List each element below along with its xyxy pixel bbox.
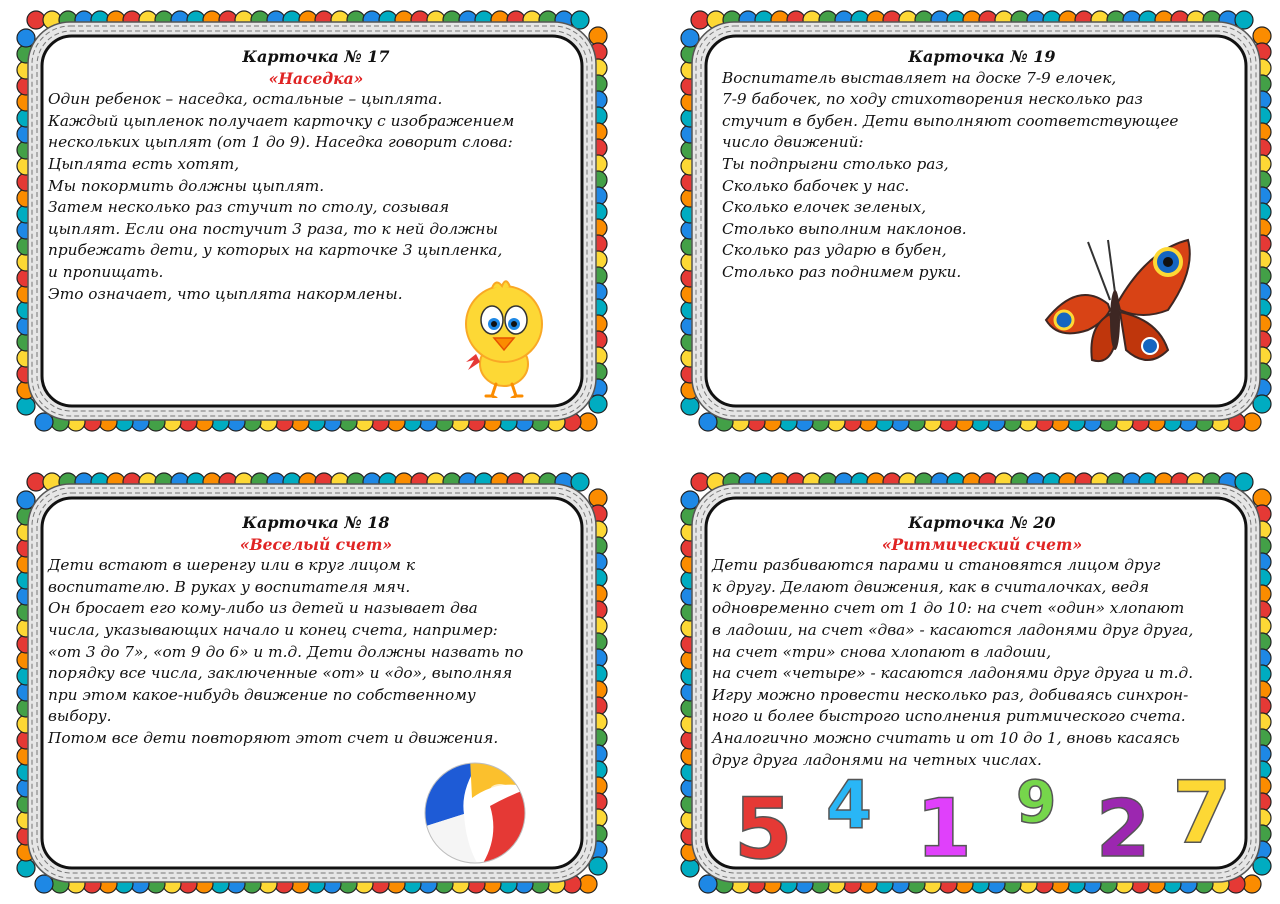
- svg-text:9: 9: [1016, 768, 1057, 836]
- text-line: на счет «три» снова хлопают в ладоши,: [712, 642, 1052, 661]
- text-line: Это означает, что цыплята накормлены.: [48, 284, 403, 303]
- svg-text:5: 5: [734, 780, 793, 878]
- card-text: [48, 555, 584, 749]
- text-line: Сколько бабочек у нас.: [722, 176, 910, 195]
- digit-5: [734, 780, 792, 878]
- text-line: Игру можно провести несколько раз, добиваясь синхрон-: [712, 685, 1189, 704]
- text-line: Столько раз поднимем руки.: [722, 262, 962, 281]
- text-line: нескольких цыплят (от 1 до 9). Наседка говорит слова:: [48, 133, 513, 152]
- text-line: воспитателю. В руках у воспитателя мяч.: [48, 577, 411, 596]
- card-title: Карточка № 19: [908, 47, 1056, 66]
- digit-1: [916, 782, 972, 875]
- text-line: Аналогично можно считать и от 10 до 1, вновь касаясь: [712, 728, 1180, 747]
- card-subtitle: «Ритмический счет»: [881, 534, 1083, 554]
- text-line: 7-9 бабочек, по ходу стихотворения несколько раз: [722, 90, 1143, 109]
- digit-7: [1172, 768, 1232, 863]
- text-line: одновременно счет от 1 до 10: на счет «один» хлопают: [712, 599, 1185, 618]
- text-line: Сколько елочек зеленых,: [722, 198, 927, 217]
- text-line: Он бросает его кому-либо из детей и называет два: [48, 599, 478, 618]
- card-18: [12, 468, 612, 898]
- text-line: Столько выполним наклонов.: [722, 219, 967, 238]
- text-line: на счет «четыре» - касаются ладонями друг друга и т.д.: [712, 664, 1194, 683]
- text-line: и пропищать.: [48, 262, 164, 281]
- butterfly-icon: [1038, 230, 1198, 380]
- text-line: при этом какое-нибудь движение по собственному: [48, 685, 476, 704]
- card-19: [676, 6, 1276, 436]
- svg-text:2: 2: [1096, 785, 1151, 875]
- text-line: число движений:: [722, 133, 864, 152]
- text-line: Мы покормить должны цыплят.: [48, 176, 325, 195]
- text-line: Дети разбиваются парами и становятся лицом друг: [712, 556, 1161, 575]
- svg-text:4: 4: [826, 768, 872, 844]
- text-line: «от 3 до 7», «от 9 до 6» и т.д. Дети должны назвать по: [48, 642, 524, 661]
- text-line: порядку все числа, заключенные «от» и «до», выполняя: [48, 664, 513, 683]
- card-title: Карточка № 17: [242, 47, 390, 66]
- card-content: [712, 512, 1252, 771]
- text-line: Воспитатель выставляет на доске 7-9 елочек,: [722, 68, 1117, 87]
- digit-2: [1096, 785, 1150, 875]
- card-content: [48, 512, 584, 750]
- text-line: друг друга ладонями на четных числах.: [712, 750, 1042, 769]
- digit-9: [1016, 768, 1056, 836]
- text-line: прибежать дети, у которых на карточке 3 цыпленка,: [48, 241, 503, 260]
- card-20: [676, 468, 1276, 898]
- card-17: [12, 6, 612, 436]
- text-line: ного и более быстрого исполнения ритмического счета.: [712, 707, 1186, 726]
- text-line: Цыплята есть хотят,: [48, 154, 240, 173]
- card-subtitle: «Наседка»: [268, 68, 364, 88]
- text-line: Сколько раз ударю в бубен,: [722, 241, 947, 260]
- svg-text:1: 1: [916, 782, 972, 875]
- text-line: Каждый цыпленок получает карточку с изображением: [48, 111, 515, 130]
- text-line: Затем несколько раз стучит по столу, созывая: [48, 198, 450, 217]
- text-line: стучит в бубен. Дети выполняют соответствующее: [722, 111, 1179, 130]
- card-text: [712, 555, 1252, 771]
- text-line: цыплят. Если она постучит 3 раза, то к ней должны: [48, 219, 498, 238]
- text-line: выбору.: [48, 707, 112, 726]
- text-line: Дети встают в шеренгу или в круг лицом к: [48, 556, 415, 575]
- text-line: Потом все дети повторяют этот счет и движения.: [48, 728, 499, 747]
- digit-4: [826, 768, 872, 844]
- text-line: в ладоши, на счет «два» - касаются ладонями друг друга,: [712, 620, 1194, 639]
- svg-text:7: 7: [1172, 768, 1232, 863]
- card-text: [48, 89, 584, 305]
- text-line: к другу. Делают движения, как в считалочках, ведя: [712, 577, 1149, 596]
- card-title: Карточка № 18: [242, 513, 390, 532]
- text-line: числа, указывающих начало и конец счета, например:: [48, 620, 498, 639]
- card-content: [48, 46, 584, 305]
- card-title: Карточка № 20: [908, 513, 1056, 532]
- text-line: Ты подпрыгни столько раз,: [722, 154, 949, 173]
- chick-icon: [452, 278, 552, 398]
- numbers-icon: [726, 768, 1246, 878]
- text-line: Один ребенок – наседка, остальные – цыплята.: [48, 90, 443, 109]
- card-subtitle: «Веселый счет»: [239, 534, 393, 554]
- ball-icon: [420, 758, 530, 868]
